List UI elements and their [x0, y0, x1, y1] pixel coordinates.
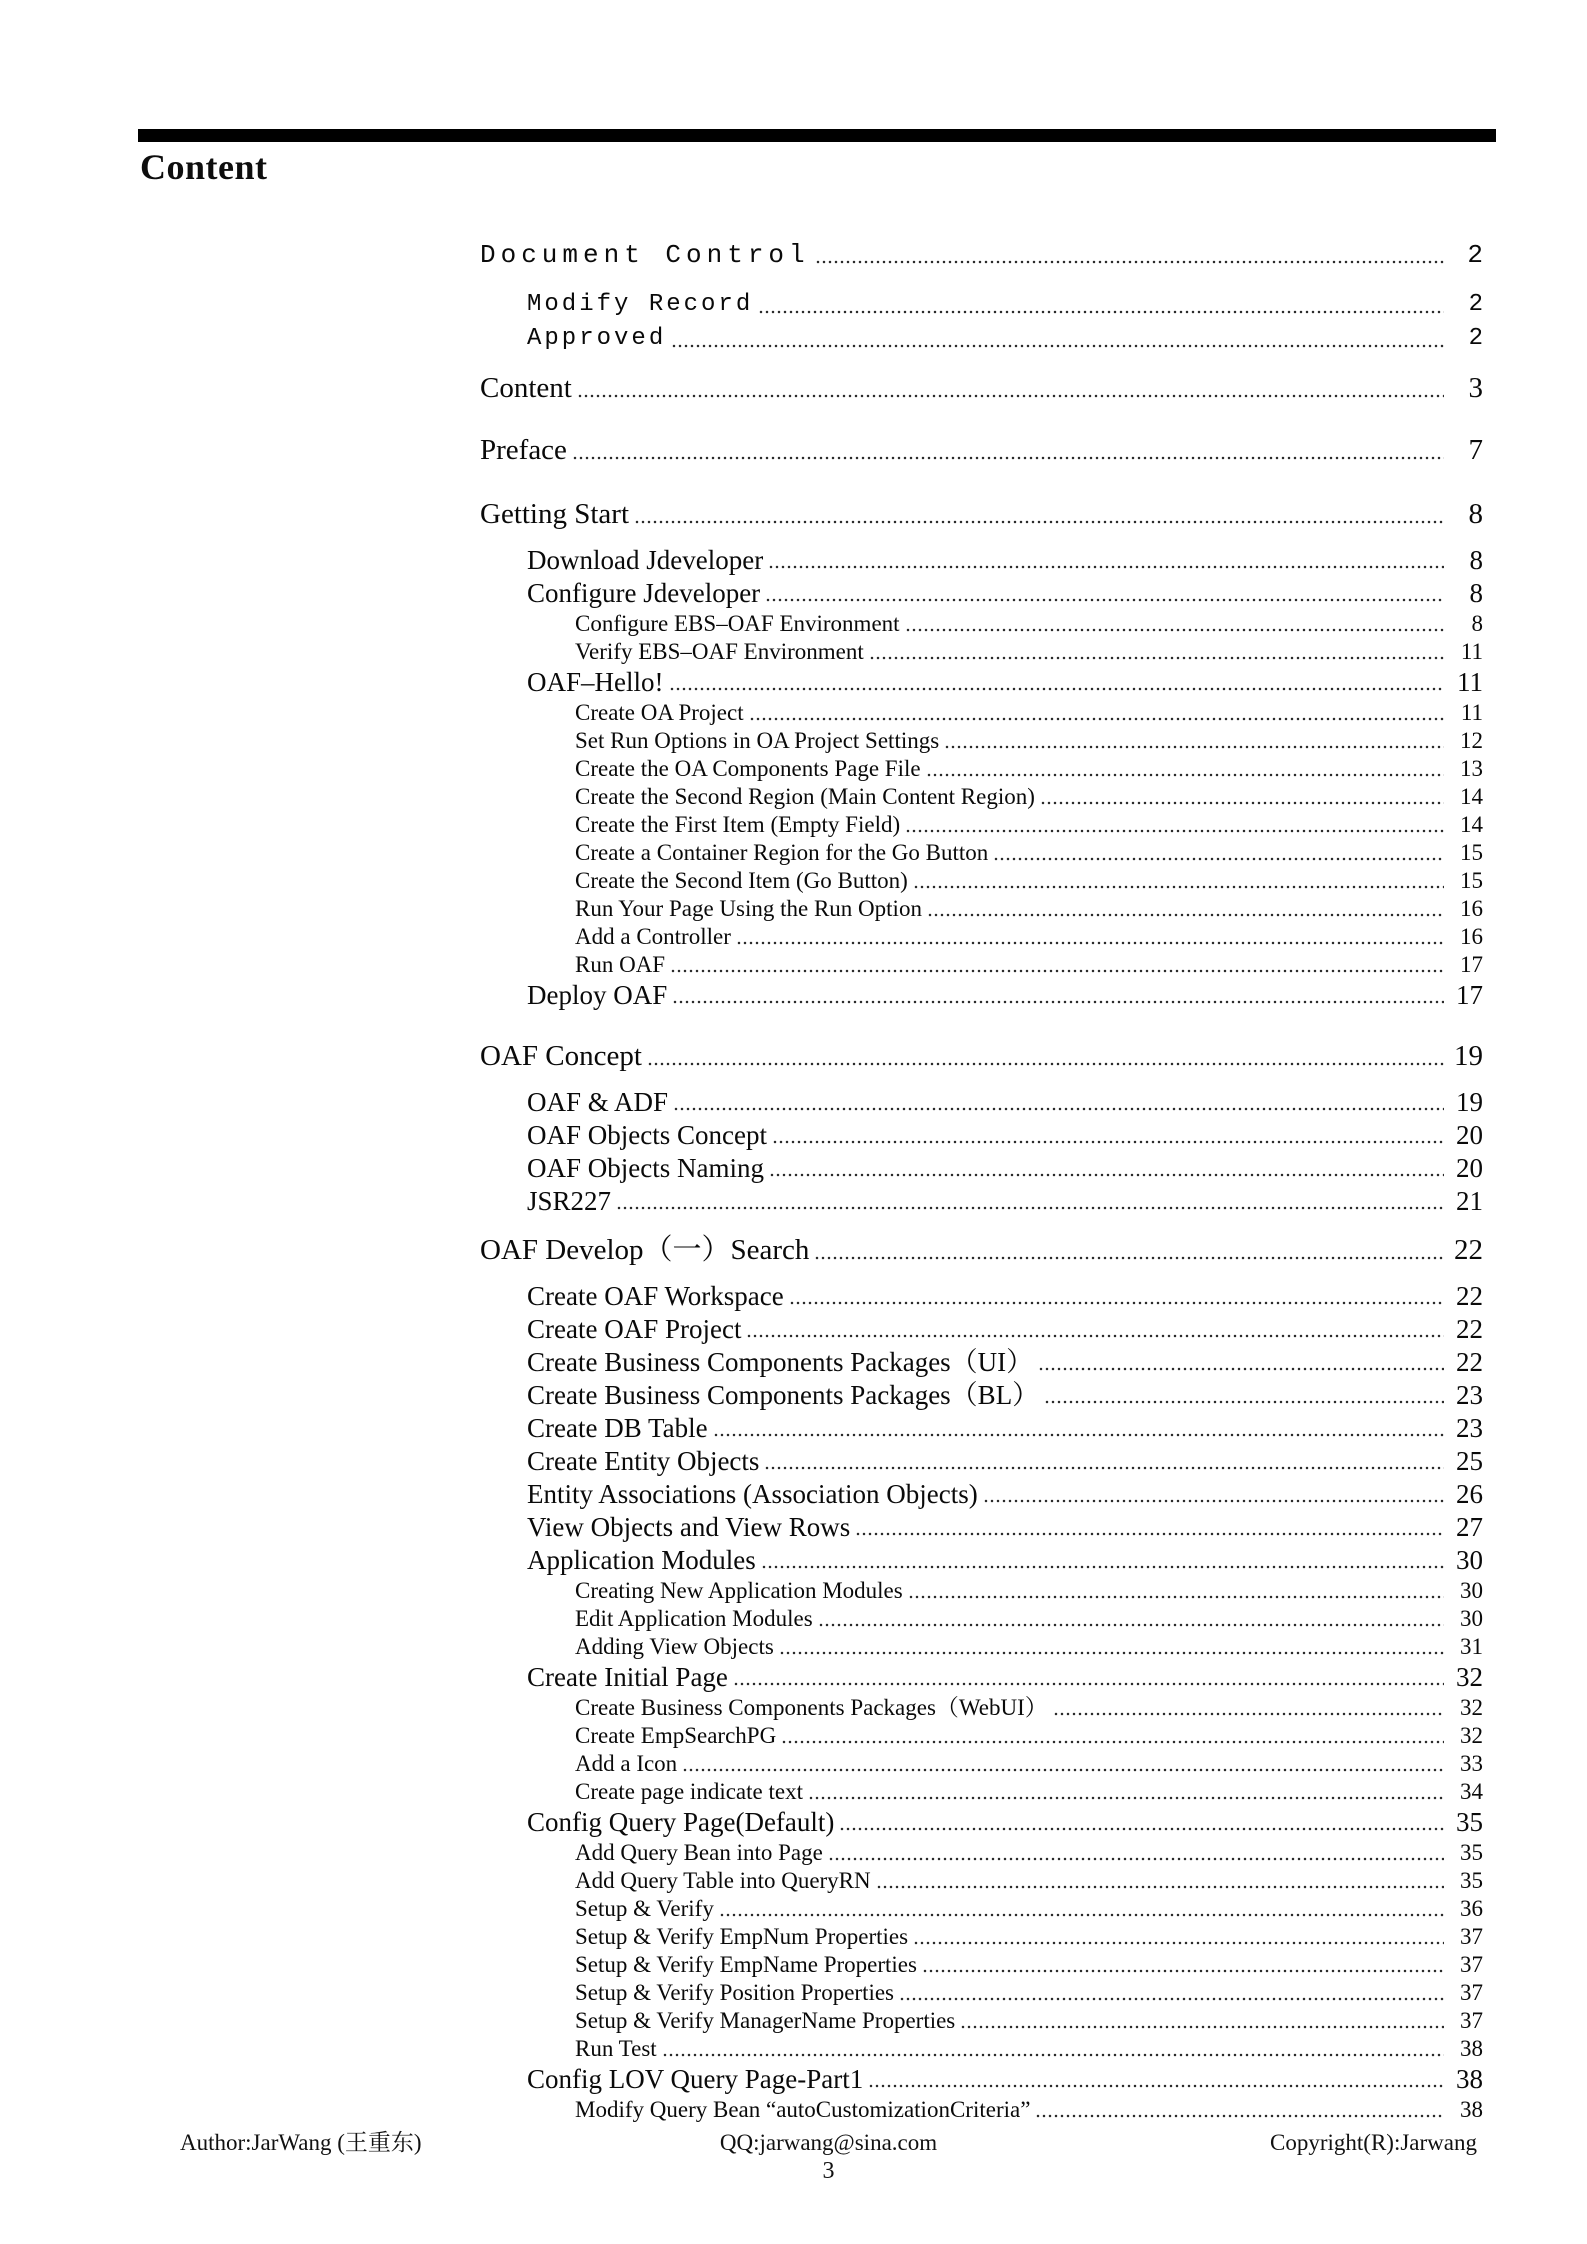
toc-entry-label[interactable]: Creating New Application Modules: [575, 1578, 903, 1603]
toc-entry[interactable]: [480, 699, 1483, 727]
toc-entry[interactable]: [480, 1923, 1483, 1951]
toc-entry-page: 38: [1460, 2097, 1483, 2122]
toc-dot-leader: [673, 1086, 1444, 1119]
toc-entry[interactable]: [480, 1119, 1483, 1152]
table-of-contents: [480, 238, 1483, 2124]
toc-entry-page: 37: [1460, 1952, 1483, 1977]
toc-dot-leader: [944, 727, 1444, 755]
toc-entry-label[interactable]: Entity Associations (Association Objects): [527, 1479, 978, 1509]
toc-dot-leader: [855, 1511, 1444, 1544]
toc-dot-leader: [828, 1839, 1444, 1867]
toc-entry-page: 8: [1469, 578, 1483, 608]
toc-entry[interactable]: [480, 1445, 1483, 1478]
toc-dot-leader: [769, 1152, 1444, 1185]
toc-dot-leader: [899, 1979, 1444, 2007]
toc-entry[interactable]: [480, 1232, 1483, 1268]
title-rule: [138, 129, 1496, 142]
toc-entry-label[interactable]: Create OA Project: [575, 700, 744, 725]
toc-entry[interactable]: [480, 1806, 1483, 1839]
toc-entry-label[interactable]: Document Control: [480, 240, 810, 270]
toc-dot-leader: [808, 1778, 1444, 1806]
toc-entry-label[interactable]: Setup & Verify: [575, 1896, 714, 1921]
toc-dot-leader: [746, 1313, 1444, 1346]
toc-entry-page: 16: [1460, 896, 1483, 921]
toc-dot-leader: [922, 1951, 1444, 1979]
toc-entry[interactable]: [480, 238, 1483, 272]
toc-entry-label[interactable]: Create Business Components Packages（WebUI）: [575, 1695, 1048, 1720]
toc-entry-page: 21: [1456, 1186, 1483, 1216]
toc-entry[interactable]: [480, 1478, 1483, 1511]
toc-entry-label[interactable]: Run Your Page Using the Run Option: [575, 896, 922, 921]
toc-entry-page: 32: [1460, 1723, 1483, 1748]
toc-entry[interactable]: [480, 1895, 1483, 1923]
toc-entry-page: 12: [1460, 728, 1483, 753]
toc-entry[interactable]: [480, 1577, 1483, 1605]
toc-entry-page: 14: [1460, 812, 1483, 837]
toc-dot-leader: [839, 1806, 1444, 1839]
toc-entry-label[interactable]: Create the Second Item (Go Button): [575, 868, 908, 893]
toc-entry-page: 16: [1460, 924, 1483, 949]
toc-entry-label[interactable]: Add Query Table into QueryRN: [575, 1868, 871, 1893]
toc-dot-leader: [905, 811, 1444, 839]
toc-dot-leader: [869, 638, 1444, 666]
toc-entry-label[interactable]: Config LOV Query Page-Part1: [527, 2064, 864, 2094]
toc-entry-label[interactable]: OAF Develop（一）Search: [480, 1234, 810, 1266]
toc-entry-label[interactable]: Add Query Bean into Page: [575, 1840, 823, 1865]
toc-entry[interactable]: [480, 783, 1483, 811]
toc-entry-page: 17: [1456, 980, 1483, 1010]
toc-entry-page: 23: [1456, 1380, 1483, 1410]
toc-dot-leader: [764, 1445, 1444, 1478]
toc-entry[interactable]: [480, 1979, 1483, 2007]
toc-entry-label[interactable]: Run OAF: [575, 952, 666, 977]
toc-dot-leader: [1040, 783, 1444, 811]
toc-dot-leader: [713, 1412, 1444, 1445]
toc-entry-page: 11: [1460, 639, 1483, 664]
toc-dot-leader: [993, 839, 1444, 867]
toc-entry-label[interactable]: Add a Controller: [575, 924, 731, 949]
toc-entry[interactable]: [480, 1951, 1483, 1979]
toc-entry-label[interactable]: Modify Record: [527, 291, 754, 318]
toc-dot-leader: [779, 1633, 1444, 1661]
toc-dot-leader: [736, 923, 1444, 951]
toc-entry[interactable]: [480, 638, 1483, 666]
toc-entry[interactable]: [480, 288, 1483, 322]
toc-dot-leader: [1038, 1346, 1444, 1379]
toc-entry[interactable]: [480, 1086, 1483, 1119]
toc-entry[interactable]: [480, 2007, 1483, 2035]
toc-entry-label[interactable]: Configure EBS–OAF Environment: [575, 611, 900, 636]
toc-dot-leader: [1053, 1694, 1444, 1722]
toc-entry-label[interactable]: Create DB Table: [527, 1413, 708, 1443]
footer-copyright: Copyright(R):Jarwang: [1270, 2130, 1477, 2155]
toc-entry-page: 22: [1456, 1314, 1483, 1344]
toc-dot-leader: [772, 1119, 1444, 1152]
toc-entry-page: 22: [1456, 1281, 1483, 1311]
toc-entry-label[interactable]: Modify Query Bean “autoCustomizationCriteria”: [575, 2097, 1031, 2122]
toc-entry-label[interactable]: Approved: [527, 325, 667, 352]
toc-entry-label[interactable]: Create OAF Workspace: [527, 1281, 784, 1311]
page-title: Content: [140, 147, 268, 187]
toc-entry-label[interactable]: Setup & Verify ManagerName Properties: [575, 2008, 956, 2033]
toc-entry-page: 17: [1460, 952, 1483, 977]
toc-entry-page: 38: [1456, 2064, 1483, 2094]
toc-entry-label[interactable]: Create a Container Region for the Go Button: [575, 840, 989, 865]
toc-entry[interactable]: [480, 370, 1483, 406]
toc-entry-label[interactable]: Setup & Verify EmpName Properties: [575, 1952, 917, 1977]
toc-dot-leader: [572, 432, 1444, 468]
toc-entry-page: 14: [1460, 784, 1483, 809]
toc-entry[interactable]: [480, 1346, 1483, 1379]
toc-entry-page: 20: [1456, 1120, 1483, 1150]
toc-dot-leader: [814, 1232, 1444, 1268]
toc-dot-leader: [908, 1577, 1444, 1605]
toc-entry-label[interactable]: Add a Icon: [575, 1751, 678, 1776]
toc-entry-label[interactable]: OAF Objects Naming: [527, 1153, 764, 1183]
toc-entry-page: 8: [1469, 545, 1483, 575]
toc-entry-page: 22: [1456, 1347, 1483, 1377]
toc-entry-label[interactable]: Getting Start: [480, 498, 630, 530]
toc-entry-label[interactable]: OAF Concept: [480, 1040, 642, 1072]
toc-entry[interactable]: [480, 544, 1483, 577]
toc-dot-leader: [662, 2035, 1444, 2063]
toc-dot-leader: [913, 867, 1444, 895]
toc-dot-leader: [1035, 2096, 1444, 2124]
toc-entry-page: 37: [1460, 2008, 1483, 2033]
toc-entry[interactable]: [480, 1038, 1483, 1074]
toc-dot-leader: [768, 544, 1444, 577]
toc-dot-leader: [905, 610, 1444, 638]
toc-entry-page: 2: [1468, 325, 1483, 352]
toc-entry-page: 25: [1456, 1446, 1483, 1476]
toc-entry[interactable]: [480, 839, 1483, 867]
toc-entry-page: 30: [1460, 1578, 1483, 1603]
toc-entry-label[interactable]: Setup & Verify Position Properties: [575, 1980, 895, 2005]
toc-entry-label[interactable]: OAF–Hello!: [527, 667, 664, 697]
toc-entry[interactable]: [480, 1379, 1483, 1412]
toc-dot-leader: [876, 1867, 1444, 1895]
toc-dot-leader: [669, 666, 1445, 699]
toc-entry[interactable]: [480, 1778, 1483, 1806]
toc-entry[interactable]: [480, 577, 1483, 610]
toc-entry[interactable]: [480, 811, 1483, 839]
toc-entry-label[interactable]: Download Jdeveloper: [527, 545, 764, 575]
toc-entry[interactable]: [480, 1185, 1483, 1218]
toc-entry-page: 32: [1456, 1662, 1483, 1692]
toc-dot-leader: [719, 1895, 1444, 1923]
toc-entry-page: 27: [1456, 1512, 1483, 1542]
toc-entry-label[interactable]: Create the First Item (Empty Field): [575, 812, 901, 837]
toc-entry[interactable]: [480, 1839, 1483, 1867]
toc-entry-label[interactable]: Create OAF Project: [527, 1314, 742, 1344]
toc-entry-page: 8: [1468, 498, 1483, 530]
toc-entry-label[interactable]: Application Modules: [527, 1545, 756, 1575]
toc-entry[interactable]: [480, 1605, 1483, 1633]
toc-entry[interactable]: [480, 2035, 1483, 2063]
toc-entry[interactable]: [480, 1867, 1483, 1895]
toc-entry-page: 13: [1460, 756, 1483, 781]
toc-entry[interactable]: [480, 2063, 1483, 2096]
toc-entry[interactable]: [480, 867, 1483, 895]
toc-entry[interactable]: [480, 1544, 1483, 1577]
toc-dot-leader: [983, 1478, 1444, 1511]
toc-entry[interactable]: [480, 755, 1483, 783]
toc-entry-page: 3: [1468, 372, 1483, 404]
toc-entry[interactable]: [480, 979, 1483, 1012]
toc-dot-leader: [616, 1185, 1444, 1218]
footer-author: Author:JarWang (王重东): [180, 2130, 422, 2155]
toc-entry-label[interactable]: Setup & Verify EmpNum Properties: [575, 1924, 909, 1949]
toc-entry[interactable]: [480, 666, 1483, 699]
page-footer: [180, 2124, 1477, 2157]
toc-entry-label[interactable]: Verify EBS–OAF Environment: [575, 639, 864, 664]
toc-entry[interactable]: [480, 1412, 1483, 1445]
page-number: 3: [822, 2158, 835, 2184]
toc-entry-page: 35: [1460, 1840, 1483, 1865]
toc-entry-label[interactable]: Set Run Options in OA Project Settings: [575, 728, 940, 753]
toc-entry-page: 26: [1456, 1479, 1483, 1509]
toc-dot-leader: [671, 322, 1444, 356]
toc-dot-leader: [634, 496, 1444, 532]
toc-entry-page: 30: [1456, 1545, 1483, 1575]
toc-dot-leader: [927, 895, 1444, 923]
toc-entry[interactable]: [480, 727, 1483, 755]
toc-entry-label[interactable]: Preface: [480, 434, 567, 466]
toc-entry-label[interactable]: Configure Jdeveloper: [527, 578, 761, 608]
toc-entry-page: 32: [1460, 1695, 1483, 1720]
toc-entry-page: 2: [1468, 291, 1483, 318]
toc-entry[interactable]: [480, 895, 1483, 923]
toc-entry-page: 20: [1456, 1153, 1483, 1183]
toc-entry-page: 31: [1460, 1634, 1483, 1659]
toc-entry-page: 7: [1468, 434, 1483, 466]
toc-entry-label[interactable]: Create Entity Objects: [527, 1446, 760, 1476]
toc-entry-page: 30: [1460, 1606, 1483, 1631]
toc-dot-leader: [815, 238, 1444, 272]
toc-entry-page: 33: [1460, 1751, 1483, 1776]
toc-dot-leader: [926, 755, 1444, 783]
toc-entry[interactable]: [480, 322, 1483, 356]
toc-entry-page: 11: [1457, 667, 1483, 697]
toc-entry[interactable]: [480, 496, 1483, 532]
toc-entry[interactable]: [480, 1313, 1483, 1346]
toc-entry-page: 19: [1454, 1040, 1483, 1072]
toc-entry-page: 23: [1456, 1413, 1483, 1443]
footer-contact: QQ:jarwang@sina.com: [719, 2130, 938, 2155]
toc-entry[interactable]: [480, 1661, 1483, 1694]
toc-dot-leader: [765, 577, 1444, 610]
toc-dot-leader: [781, 1722, 1444, 1750]
toc-entry[interactable]: [480, 1750, 1483, 1778]
toc-entry-label[interactable]: Deploy OAF: [527, 980, 668, 1010]
toc-dot-leader: [1044, 1379, 1444, 1412]
toc-entry-label[interactable]: Create the OA Components Page File: [575, 756, 921, 781]
toc-dot-leader: [761, 1544, 1444, 1577]
toc-entry-label[interactable]: Config Query Page(Default): [527, 1807, 835, 1837]
toc-dot-leader: [960, 2007, 1444, 2035]
toc-entry[interactable]: [480, 1722, 1483, 1750]
toc-dot-leader: [868, 2063, 1444, 2096]
toc-entry-label[interactable]: Adding View Objects: [575, 1634, 774, 1659]
toc-entry[interactable]: [480, 1152, 1483, 1185]
toc-entry-label[interactable]: Create Business Components Packages（BL）: [527, 1380, 1040, 1410]
toc-entry-label[interactable]: Create Business Components Packages（UI）: [527, 1347, 1034, 1377]
toc-dot-leader: [647, 1038, 1444, 1074]
toc-entry-label[interactable]: Create the Second Region (Main Content Region): [575, 784, 1035, 809]
toc-entry-page: 35: [1456, 1807, 1483, 1837]
toc-entry[interactable]: [480, 432, 1483, 468]
toc-dot-leader: [672, 979, 1444, 1012]
toc-entry-page: 38: [1460, 2036, 1483, 2061]
toc-entry[interactable]: [480, 1694, 1483, 1722]
toc-entry[interactable]: [480, 1511, 1483, 1544]
toc-entry-label[interactable]: Create Initial Page: [527, 1662, 728, 1692]
toc-entry-page: 36: [1460, 1896, 1483, 1921]
toc-entry-label[interactable]: Create page indicate text: [575, 1779, 803, 1804]
toc-entry-page: 8: [1471, 611, 1483, 636]
toc-dot-leader: [577, 370, 1444, 406]
toc-entry[interactable]: [480, 951, 1483, 979]
toc-entry-page: 15: [1460, 840, 1483, 865]
toc-entry[interactable]: [480, 610, 1483, 638]
toc-entry-label[interactable]: Content: [480, 372, 572, 404]
toc-dot-leader: [913, 1923, 1444, 1951]
toc-entry-page: 11: [1460, 700, 1483, 725]
toc-entry[interactable]: [480, 1633, 1483, 1661]
toc-entry-label[interactable]: Edit Application Modules: [575, 1606, 813, 1631]
toc-entry-page: 37: [1460, 1924, 1483, 1949]
toc-entry-label[interactable]: Run Test: [575, 2036, 657, 2061]
toc-entry-label[interactable]: Create EmpSearchPG: [575, 1723, 777, 1748]
toc-dot-leader: [749, 699, 1444, 727]
toc-entry-page: 15: [1460, 868, 1483, 893]
toc-dot-leader: [682, 1750, 1444, 1778]
toc-dot-leader: [758, 288, 1444, 322]
toc-dot-leader: [818, 1605, 1444, 1633]
toc-dot-leader: [670, 951, 1444, 979]
toc-dot-leader: [733, 1661, 1444, 1694]
toc-entry-label[interactable]: View Objects and View Rows: [527, 1512, 851, 1542]
toc-entry[interactable]: [480, 1280, 1483, 1313]
toc-entry-page: 37: [1460, 1980, 1483, 2005]
toc-entry-label[interactable]: OAF Objects Concept: [527, 1120, 767, 1150]
toc-entry[interactable]: [480, 2096, 1483, 2124]
toc-entry-label[interactable]: JSR227: [527, 1186, 612, 1216]
toc-entry[interactable]: [480, 923, 1483, 951]
toc-dot-leader: [789, 1280, 1444, 1313]
toc-entry-page: 22: [1454, 1234, 1483, 1266]
toc-entry-page: 19: [1456, 1087, 1483, 1117]
toc-entry-page: 35: [1460, 1868, 1483, 1893]
toc-entry-page: 2: [1467, 240, 1483, 270]
toc-entry-page: 34: [1460, 1779, 1483, 1804]
toc-entry-label[interactable]: OAF & ADF: [527, 1087, 669, 1117]
